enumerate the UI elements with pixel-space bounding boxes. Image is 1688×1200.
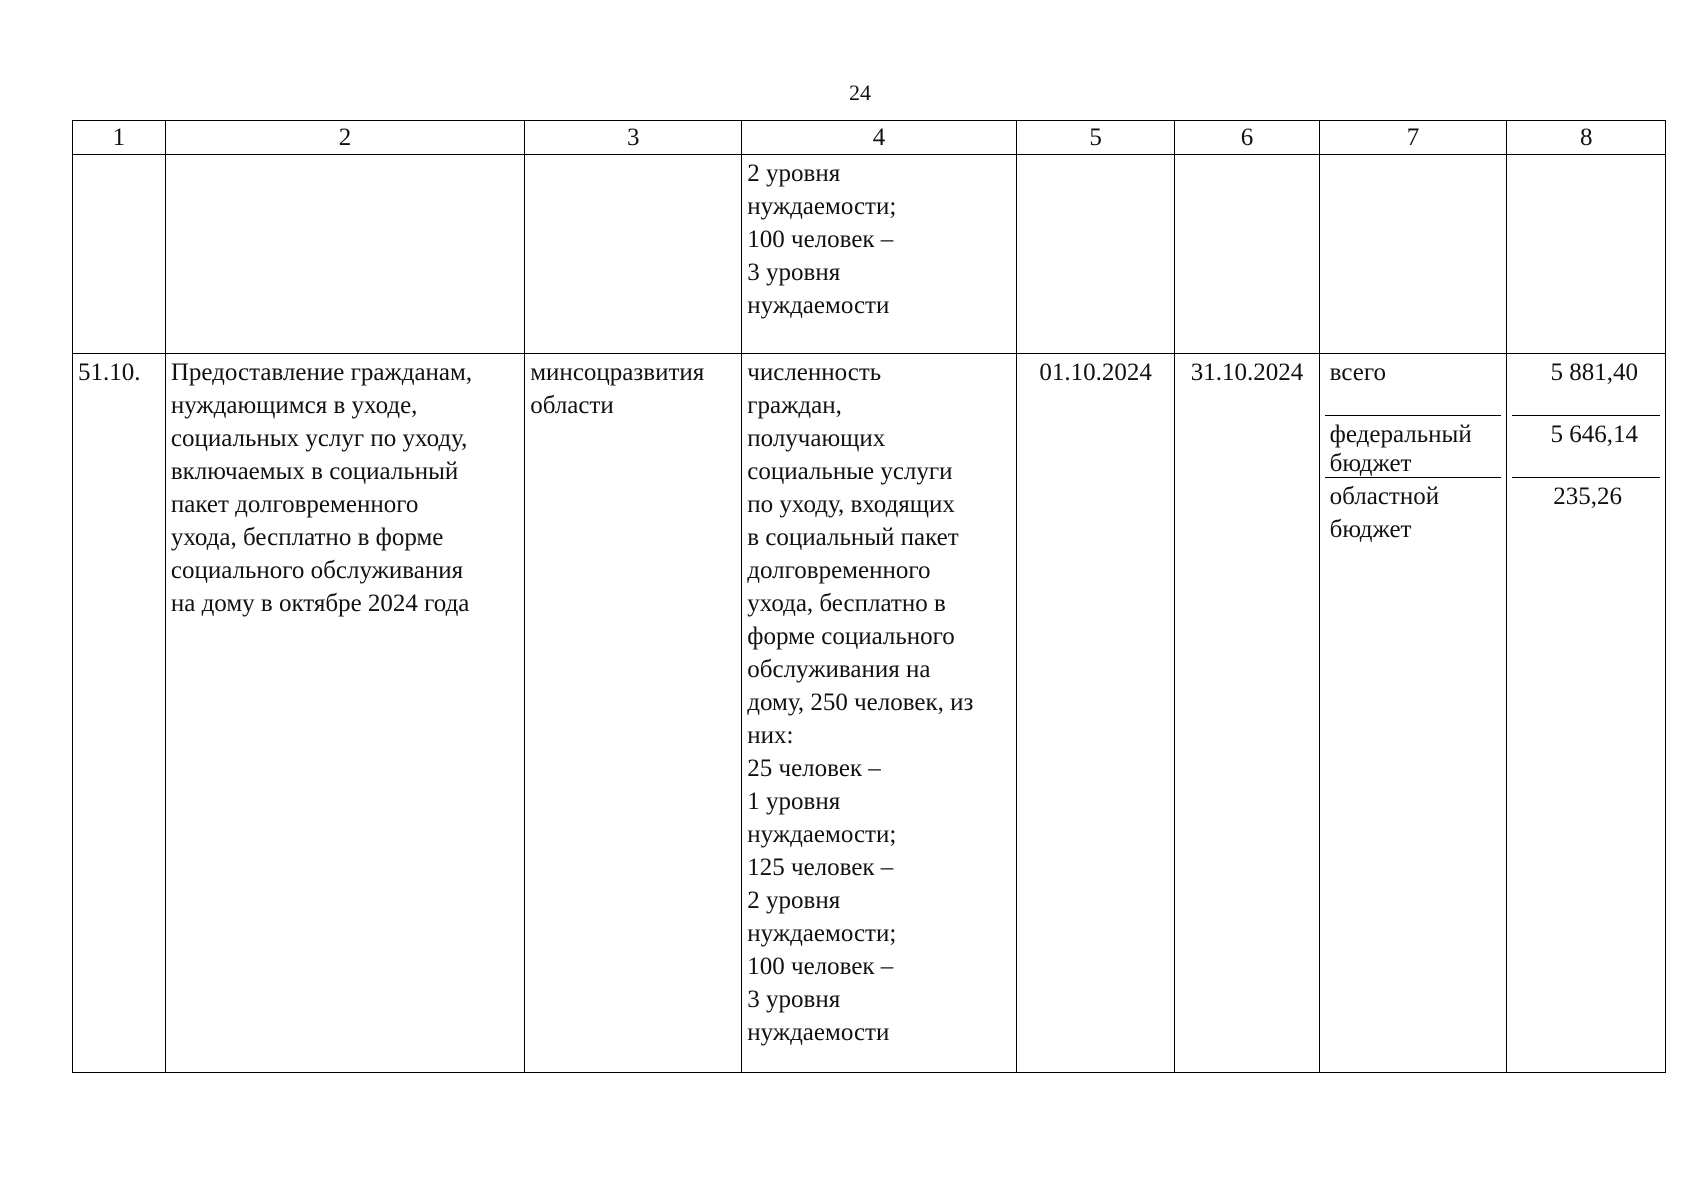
page-number: 24 (849, 80, 871, 105)
text-line: форме социального (747, 623, 955, 650)
text-line: 25 человек – (747, 755, 881, 782)
text-line: бюджет (1329, 516, 1412, 543)
amount-federal: 5 646,14 (1512, 416, 1660, 478)
executor-cell (525, 354, 742, 1073)
text-line: социального обслуживания (170, 557, 464, 584)
text-line: пакет долговременного (170, 491, 419, 518)
text-line: них: (747, 722, 794, 749)
text-line: 125 человек – (747, 854, 894, 881)
funding-source-regional (1325, 478, 1502, 1070)
column-header: 1 (73, 121, 166, 155)
text-line: ухода, бесплатно в форме (170, 524, 444, 551)
row-number: 51.10. (73, 354, 166, 1073)
empty-cell (1175, 155, 1319, 354)
text-line: 2 уровня (747, 887, 841, 914)
text-line: социальных услуг по уходу, (170, 425, 468, 452)
text-line: нуждаемости (747, 1019, 890, 1046)
text-line: на дому в октябре 2024 года (170, 590, 470, 617)
column-header: 5 (1016, 121, 1174, 155)
text-line: социальные услуги (747, 458, 953, 485)
text-line: нуждаемости; (747, 193, 897, 220)
indicator-cell (742, 354, 1017, 1073)
start-date: 01.10.2024 (1016, 354, 1174, 1073)
text-line: граждан, (747, 392, 842, 419)
header-row (73, 121, 1666, 155)
text-line: 3 уровня (747, 986, 841, 1013)
text-line: ухода, бесплатно в (747, 590, 946, 617)
column-header: 3 (525, 121, 742, 155)
empty-cell (1319, 155, 1507, 354)
text-line: долговременного (747, 557, 931, 584)
empty-cell (165, 155, 524, 354)
continuation-row (73, 155, 1666, 354)
empty-cell (1507, 155, 1666, 354)
text-line: бюджет (1329, 450, 1412, 477)
end-date: 31.10.2024 (1175, 354, 1319, 1073)
text-line: обслуживания на (747, 656, 931, 683)
text-line: всего (1329, 359, 1386, 386)
text-line: нуждаемости (747, 292, 890, 319)
text-line: нуждаемости; (747, 821, 897, 848)
text-line: нуждаемости; (747, 920, 897, 947)
table-row (73, 354, 1666, 1073)
text-line: 100 человек – (747, 953, 894, 980)
text-line: включаемых в социальный (170, 458, 459, 485)
amount-regional: 235,26 (1553, 483, 1622, 510)
indicator-continuation-cell (742, 155, 1017, 354)
column-header: 8 (1507, 121, 1666, 155)
text-line: 2 уровня (747, 160, 841, 187)
text-line: минсоцразвития (530, 359, 705, 386)
text-line: нуждающимся в уходе, (170, 392, 418, 419)
column-header: 4 (742, 121, 1017, 155)
amount-total: 5 881,40 (1512, 354, 1660, 416)
empty-cell (73, 155, 166, 354)
empty-cell (1016, 155, 1174, 354)
text-line: по уходу, входящих (747, 491, 955, 518)
text-line: численность (747, 359, 882, 386)
funding-source-total (1325, 354, 1502, 416)
funding-amount-cell (1507, 354, 1666, 1073)
text-line: 100 человек – (747, 226, 894, 253)
text-line: в социальный пакет (747, 524, 959, 551)
column-header: 6 (1175, 121, 1319, 155)
text-line: дому, 250 человек, из (747, 689, 974, 716)
funding-source-cell (1319, 354, 1507, 1073)
text-line: области (530, 392, 614, 419)
empty-cell (525, 155, 742, 354)
funding-source-federal (1325, 416, 1502, 478)
text-line: Предоставление гражданам, (170, 359, 473, 386)
text-line: 3 уровня (747, 259, 841, 286)
column-header: 2 (165, 121, 524, 155)
program-table (72, 120, 1666, 1073)
text-line: федеральный (1329, 421, 1472, 448)
column-header: 7 (1319, 121, 1507, 155)
text-line: 1 уровня (747, 788, 841, 815)
description-cell (165, 354, 524, 1073)
text-line: областной (1329, 483, 1440, 510)
text-line: получающих (747, 425, 886, 452)
